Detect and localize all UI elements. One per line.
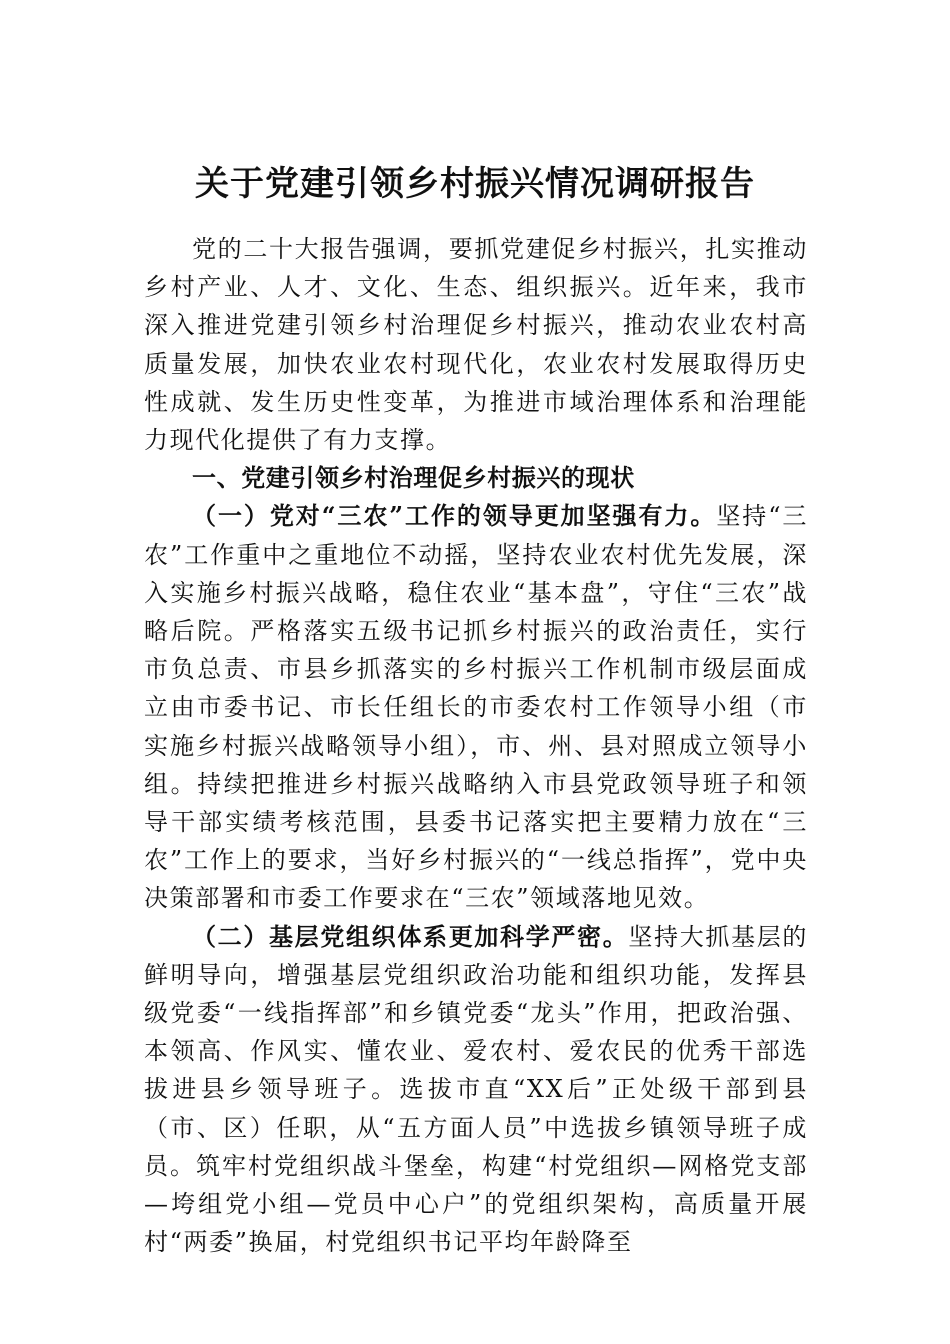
subsection-2-body: 坚持大抓基层的鲜明导向，增强基层党组织政治功能和组织功能，发挥县级党委“一线指挥部”和乡镇党委“龙头”作用，把政治强、本领高、作风实、懂农业、爱农村、爱农民的优秀干部选拔进县乡领导班子。选拔市直“XX后”正处级干部到县（市、区）任职，从“五方面人员”中选拔乡镇领导班子成员。筑牢村党组织战斗堡垒，构建“村党组织—网格党支部—垮组党小组—党员中心户”的党组织架构，高质量开展村“两委”换届，村党组织书记平均年龄降至 [144,922,809,1257]
document-body [144,230,808,1261]
subsection-1-body: 坚持“三农”工作重中之重地位不动摇，坚持农业农村优先发展，深入实施乡村振兴战略，稳住农业“基本盘”，守住“三农”战略后院。严格落实五级书记抓乡村振兴的政治责任，实行市负总责、市县乡抓落实的乡村振兴工作机制市级层面成立由市委书记、市长任组长的市委农村工作领导小组（市实施乡村振兴战略领导小组），市、州、县对照成立领导小组。持续把推进乡村振兴战略纳入市县党政领导班子和领导干部实绩考核范围，县委书记落实把主要精力放在“三农”工作上的要求，当好乡村振兴的“一线总指挥”，党中央决策部署和市委工作要求在“三农”领域落地见效。 [144,502,808,913]
intro-paragraph: 党的二十大报告强调，要抓党建促乡村振兴，扎实推动乡村产业、人才、文化、生态、组织振兴。近年来，我市深入推进党建引领乡村治理促乡村振兴，推动农业农村高质量发展，加快农业农村现代化，农业农村发展取得历史性成就、发生历史性变革，为推进市域治理体系和治理能力现代化提供了有力支撑。 [144,235,808,455]
subsection-2-lead: （二）基层党组织体系更加科学严密。 [192,921,629,951]
section-heading: 一、党建引领乡村治理促乡村振兴的现状 [192,464,635,493]
subsection-1-paragraph [144,497,808,917]
subsection-2-paragraph [144,918,808,1262]
subsection-1-lead: （一）党对“三农”工作的领导更加坚强有力。 [192,501,717,531]
document-title: 关于党建引领乡村振兴情况调研报告 [195,164,755,204]
